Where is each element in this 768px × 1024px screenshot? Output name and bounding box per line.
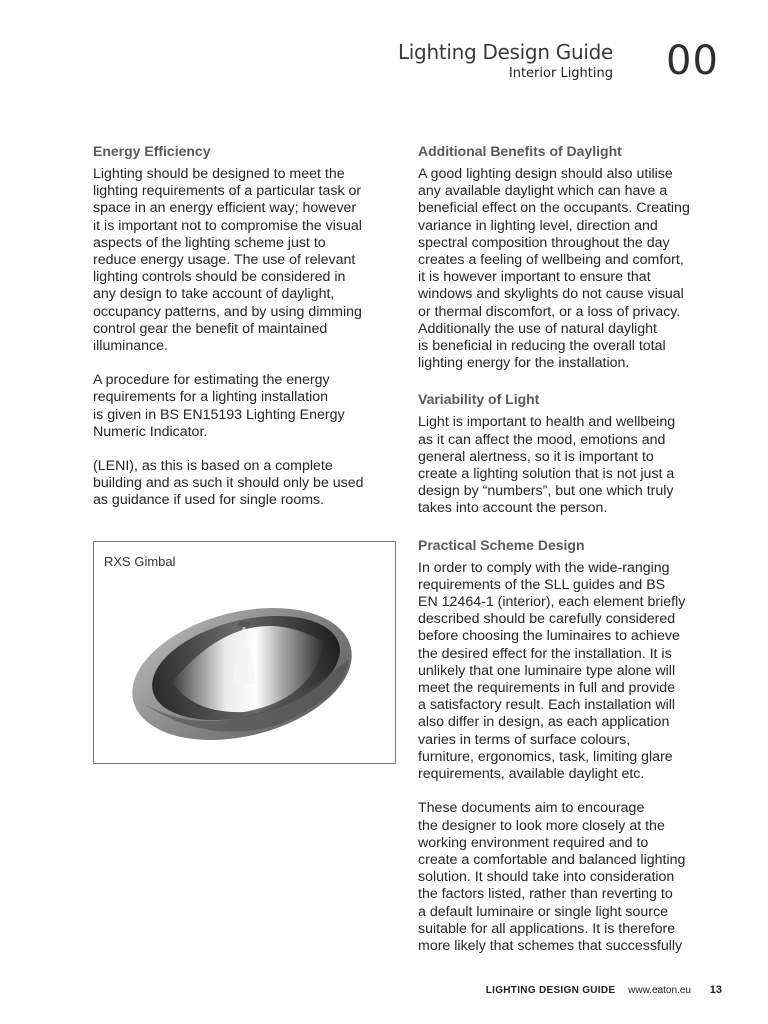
guide-subtitle: Interior Lighting (508, 66, 613, 81)
variability-heading: Variability of Light (418, 391, 540, 408)
energy-efficiency-heading: Energy Efficiency (93, 143, 211, 159)
gimbal-luminaire-image (124, 604, 364, 744)
figure-caption: RXS Gimbal (104, 554, 176, 569)
guide-title: Lighting Design Guide (397, 40, 613, 64)
section-number: 00 (666, 38, 719, 84)
energy-efficiency-paragraph: Lighting should be designed to meet the lighting requirements of a particular task or space in an energy efficient way; however it is important not to compromise the visual aspects of the lighting scheme just to reduce energy usage. The use of relevant lighting controls should be considered in any design to take account of daylight, occupancy patterns, and by using dimming control gear the benefit of maintained illuminance. (93, 166, 362, 355)
daylight-heading: Additional Benefits of Daylight (418, 143, 622, 159)
page-footer (486, 984, 722, 996)
page-number: 13 (709, 984, 722, 996)
footer-url[interactable]: www.eaton.eu (628, 985, 691, 996)
practical-scheme-paragraph: In order to comply with the wide-ranging requirements of the SLL guides and BS EN 12464-1 (interior), each element briefly described should be carefully considered before choosing the luminaires to achieve the desired effect for the installation. It is unlikely that one luminaire type alone will meet the requirements in full and provide a satisfactory result. Each installation will also differ in design, as each application varies in terms of surface colours, furniture, ergonomics, task, limiting glare requirements, available daylight etc. (418, 559, 686, 783)
daylight-paragraph: A good lighting design should also utilise any available daylight which can have a beneficial effect on the occupants. Creating variance in lighting level, direction and spectral composition throughout the day creates a feeling of wellbeing and comfort, it is however important to ensure that windows and skylights do not cause visual or thermal discomfort, or a loss of privacy. Additionally the use of natural daylight is beneficial in reducing the overall total lighting energy for the installation. (418, 166, 690, 372)
leni-paragraph: (LENI), as this is based on a complete building and as such it should only be used as guidance if used for single rooms. (93, 458, 364, 509)
practical-scheme-heading: Practical Scheme Design (418, 536, 585, 553)
left-column (93, 141, 403, 527)
documents-paragraph: These documents aim to encourage the designer to look more closely at the working environment required and to create a comfortable and balanced lighting solution. It should take into consideration the factors listed, rather than reverting to a default luminaire or single light source suitable for all applications. It is therefore more likely that schemes that successfully (418, 800, 686, 954)
energy-procedure-paragraph: A procedure for estimating the energy requirements for a lighting installation is given in BS EN15193 Lighting Energy Numeric Indicator. (93, 372, 345, 440)
right-column (418, 141, 728, 972)
variability-paragraph: Light is important to health and wellbeing as it can affect the mood, emotions and general alertness, so it is important to create a lighting solution that is not just a design by “numbers”, but one which truly takes into account the person. (418, 414, 676, 517)
product-figure (93, 541, 396, 764)
footer-title: LIGHTING DESIGN GUIDE (485, 985, 616, 996)
